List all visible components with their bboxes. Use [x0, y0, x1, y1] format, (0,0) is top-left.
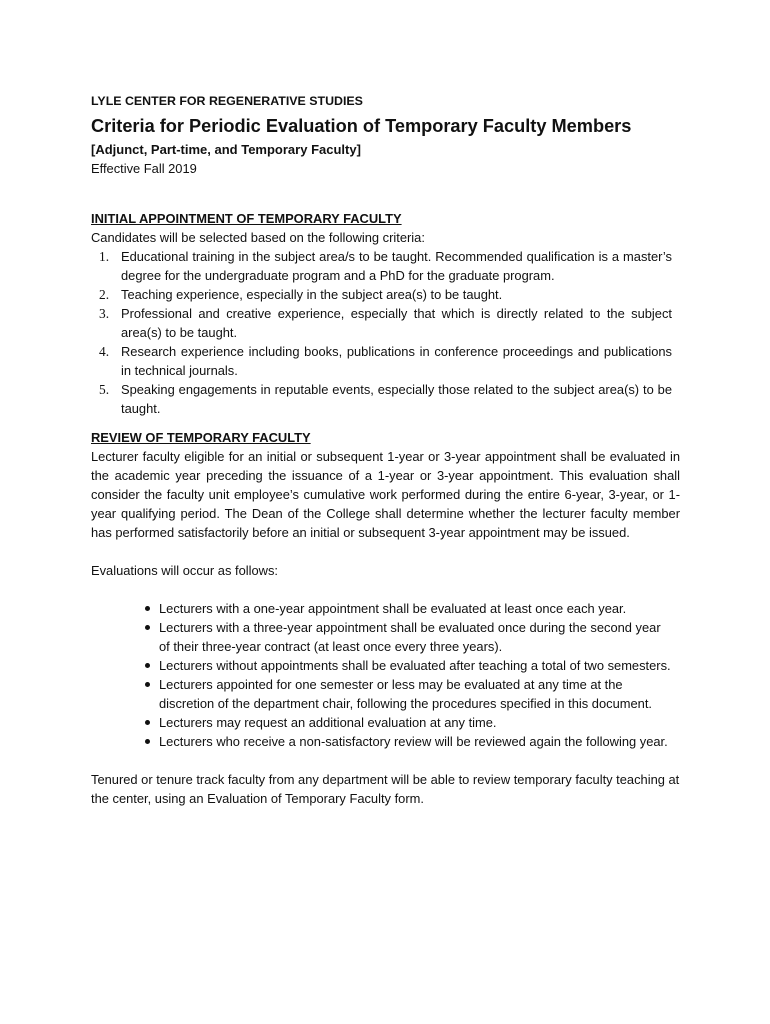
criteria-text: Professional and creative experience, especially that which is directly related to the subject area(s) to be taught.	[121, 306, 672, 340]
bullet-text: Lecturers may request an additional evaluation at any time.	[159, 715, 497, 730]
bullet-icon	[145, 606, 150, 611]
bullet-text: Lecturers with a three-year appointment shall be evaluated once during the second year of their three-year contract (at least once every three years).	[159, 620, 661, 654]
criteria-number: 3.	[99, 306, 110, 321]
bullet-icon	[145, 720, 150, 725]
list-item	[159, 656, 680, 675]
list-item	[159, 675, 680, 713]
criteria-number: 1.	[99, 249, 110, 264]
bullet-icon	[145, 625, 150, 630]
criteria-item	[99, 285, 680, 304]
center-name: LYLE CENTER FOR REGENERATIVE STUDIES	[91, 94, 363, 108]
bullet-text: Lecturers appointed for one semester or less may be evaluated at any time at the discretion of the department chair, following the procedures specified in this document.	[159, 677, 652, 711]
criteria-item	[99, 247, 680, 285]
evaluations-list	[91, 599, 680, 751]
review-heading: REVIEW OF TEMPORARY FACULTY	[91, 430, 311, 445]
bullet-icon	[145, 739, 150, 744]
criteria-text: Teaching experience, especially in the subject area(s) to be taught.	[121, 287, 503, 302]
criteria-text: Educational training in the subject area/s to be taught. Recommended qualification is a master’s degree for the undergraduate program and a PhD for the graduate program.	[121, 249, 672, 283]
evaluations-intro: Evaluations will occur as follows:	[91, 563, 278, 578]
criteria-item	[99, 380, 680, 418]
criteria-intro: Candidates will be selected based on the following criteria:	[91, 230, 425, 245]
list-item	[159, 732, 680, 751]
list-item	[159, 713, 680, 732]
bullet-text: Lecturers who receive a non-satisfactory review will be reviewed again the following year.	[159, 734, 668, 749]
document-title: Criteria for Periodic Evaluation of Temporary Faculty Members	[91, 116, 632, 136]
list-item	[159, 599, 680, 618]
effective-date: Effective Fall 2019	[91, 161, 197, 176]
criteria-text: Speaking engagements in reputable events, especially those related to the subject area(s) to be taught.	[121, 382, 672, 416]
bullet-text: Lecturers with a one-year appointment shall be evaluated at least once each year.	[159, 601, 627, 616]
criteria-list	[91, 247, 680, 418]
bullet-icon	[145, 663, 150, 668]
criteria-number: 5.	[99, 382, 110, 397]
closing-paragraph: Tenured or tenure track faculty from any department will be able to review temporary faculty teaching at the center, using an Evaluation of Temporary Faculty form.	[91, 772, 680, 806]
list-item	[159, 618, 680, 656]
criteria-number: 4.	[99, 344, 110, 359]
review-paragraph: Lecturer faculty eligible for an initial or subsequent 1-year or 3-year appointment shall be evaluated in the academic year preceding the issuance of a 1-year or 3-year appointment. This evaluation shall consider the faculty unit employee’s cumulative work performed during the entire 6-year, 3-year, or 1-year qualifying period. The Dean of the College shall determine whether the lecturer faculty member has performed satisfactorily before an initial or subsequent 3-year appointment may be issued.	[91, 449, 680, 540]
document-subtitle: [Adjunct, Part-time, and Temporary Faculty]	[91, 142, 361, 157]
criteria-item	[99, 304, 680, 342]
criteria-item	[99, 342, 680, 380]
bullet-icon	[145, 682, 150, 687]
initial-appointment-heading: INITIAL APPOINTMENT OF TEMPORARY FACULTY	[91, 211, 402, 226]
criteria-number: 2.	[99, 287, 110, 302]
bullet-text: Lecturers without appointments shall be evaluated after teaching a total of two semesters.	[159, 658, 671, 673]
criteria-text: Research experience including books, publications in conference proceedings and publications in technical journals.	[121, 344, 672, 378]
